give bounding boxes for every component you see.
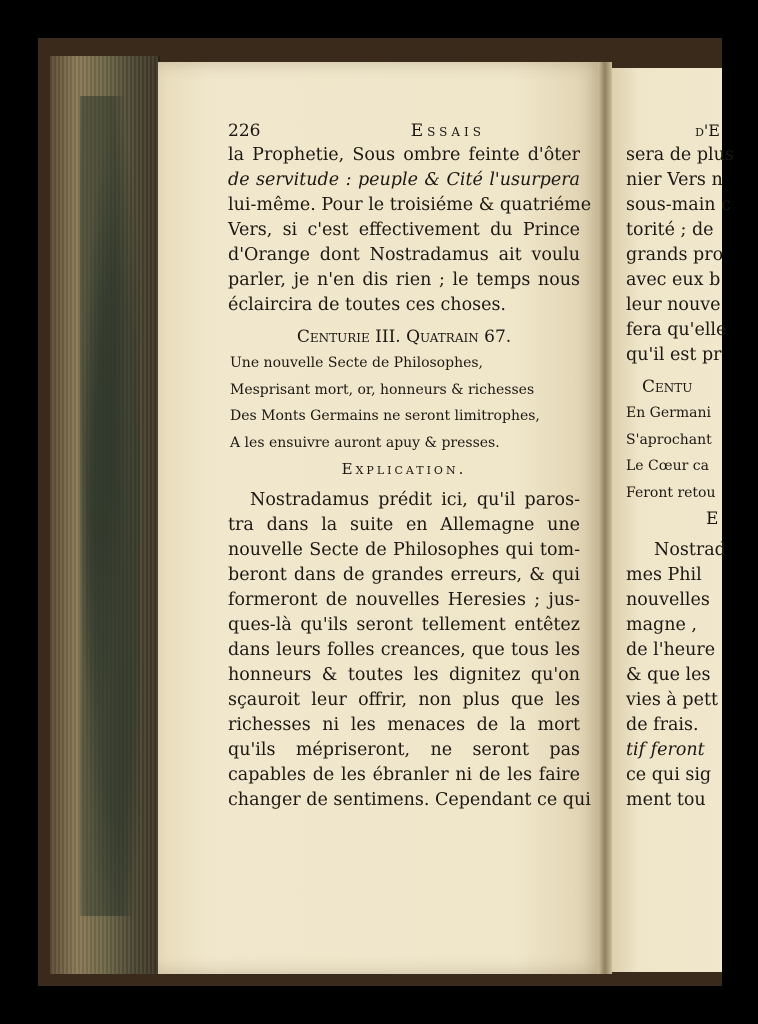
explication-paragraph [228,488,591,813]
text-line: avec eux b [626,270,721,290]
text-line: honneurs & toutes les dignitez qu'on [228,665,580,685]
text-line: torité ; de [626,220,714,240]
text-line: richesses ni les menaces de la mort [228,715,580,735]
right-centurie-heading: Centu [642,377,693,397]
text-line: beront dans de grandes erreurs, & qui [228,565,580,585]
centurie-heading: Centurie III. Quatrain 67. [296,327,512,347]
right-explication-heading: E [706,509,719,529]
text-line: nier Vers n [626,170,723,190]
text-line: nouvelle Secte de Philosophes qui tom- [228,540,580,560]
text-line: qu'ils mépriseront, ne seront pas [228,740,580,760]
book-fore-edge [50,56,160,974]
text-line: nouvelles [626,590,710,610]
explication-heading: Explication. [341,460,467,478]
verse-line: Des Monts Germains ne seront limitrophes, [230,408,540,424]
verse-line: A les ensuivre auront apuy & presses. [230,434,500,451]
text-line: parler, je n'en dis rien ; le temps nous [228,270,580,290]
text-line: la Prophetie, Sous ombre feinte d'ôter [228,145,580,165]
verse-line: Mesprisant mort, or, honneurs & richesses [230,381,535,398]
right-running-head: d'E [695,121,720,140]
right-intro-paragraph [626,143,734,368]
text-line: de servitude : peuple & Cité l'usurpera [228,170,580,190]
left-page-text [228,121,592,813]
text-line: mes Phil [626,565,702,585]
text-line: ce qui sig [626,765,712,785]
verse-line: S'aprochant [626,431,712,448]
right-quatrain [626,400,722,506]
text-line: lui-même. Pour le troisiéme & quatriéme [228,195,592,215]
intro-paragraph [228,143,592,318]
text-line: dans leurs folles creances, que tous les [228,640,580,660]
text-line: changer de sentimens. Cependant ce qui [228,790,591,810]
text-line: éclaircira de toutes ces choses. [228,295,506,315]
text-line: de frais. [626,715,699,735]
text-line: magne , [626,615,697,635]
text-line: d'Orange dont Nostradamus ait voulu [228,245,580,265]
text-line: tif feront [626,740,705,760]
page-gutter [598,62,612,974]
text-line: ques-là qu'ils seront tellement entêtez [228,615,580,635]
verse-line: Le Cœur ca [626,458,709,474]
text-line: sous-main c [626,195,731,215]
running-head-title: Essais [410,121,485,141]
text-line: capables de les ébranler ni de les faire [228,765,580,785]
text-line: grands pro [626,245,724,265]
text-line: sera de plus [626,145,734,165]
text-line: qu'il est pr [626,345,722,365]
text-line: & que les [626,665,711,685]
text-line: vies à pett [626,690,719,710]
text-line: de l'heure [626,640,716,660]
running-header [228,121,580,143]
text-line: Nostrad [654,540,726,560]
text-line: ment tou [626,790,706,810]
verse-line: Feront retou [626,484,716,501]
page-number: 226 [228,121,261,141]
right-explication-paragraph [626,538,726,813]
verse-line: En Germani [626,405,711,421]
text-line: leur nouve [626,295,721,315]
text-line: sçauroit leur offrir, non plus que les [228,690,580,710]
text-line: Nostradamus prédit ici, qu'il paros- [250,490,580,510]
text-line: tra dans la suite en Allemagne une [228,515,580,535]
quatrain [228,350,580,456]
text-line: formeront de nouvelles Heresies ; jus- [228,590,580,610]
text-line: Vers, si c'est effectivement du Prince [228,220,580,240]
verse-line: Une nouvelle Secte de Philosophes, [230,355,484,371]
right-page-text [626,121,734,813]
text-line: fera qu'elle [626,320,727,340]
